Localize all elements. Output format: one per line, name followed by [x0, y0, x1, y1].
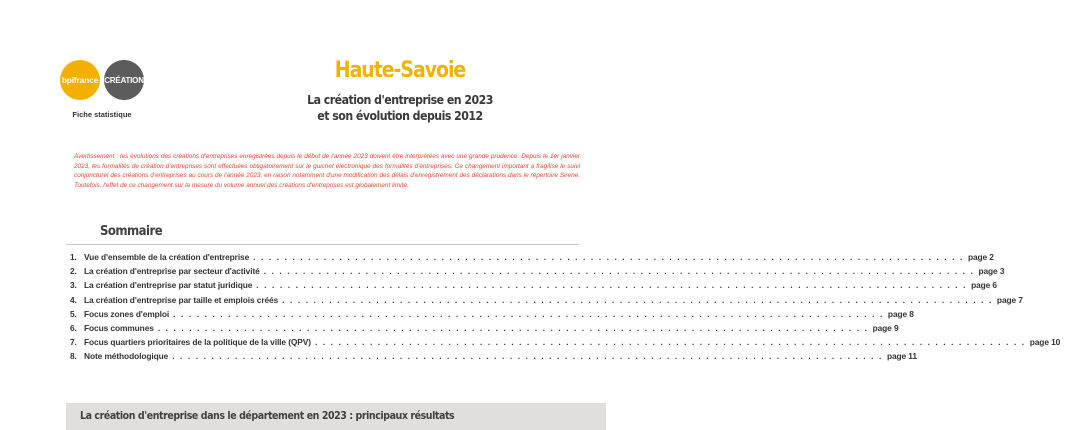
toc-item-label: La création d'entreprise par statut juridique — [84, 280, 253, 291]
toc-item-number: 6. — [70, 322, 77, 333]
toc-item-page: page 7 — [996, 294, 1023, 305]
toc-item[interactable] — [70, 335, 1061, 349]
toc-item[interactable] — [70, 321, 899, 335]
toc-item[interactable] — [70, 264, 1005, 278]
toc-item-page: page 11 — [886, 351, 917, 362]
toc-item-number: 4. — [70, 294, 77, 305]
page-title: Haute-Savoie — [334, 58, 466, 83]
toc-item[interactable] — [70, 250, 994, 264]
toc-item-page: page 2 — [967, 252, 994, 262]
toc-item-label: Note méthodologique — [84, 351, 169, 362]
toc-item-number: 3. — [70, 280, 77, 291]
toc-item[interactable] — [70, 307, 914, 321]
toc-leader-dots: . . . . . . . . . . . . . . . . . . . . . . . . . . . . . . . . . . . . . . . . . . . . . . . . . . . . . . . . . . . . . . . . . . . . . . . . . . . . . . . . . . . . . . . . . . . — [172, 351, 883, 362]
toc-item[interactable] — [70, 349, 917, 363]
toc-leader-dots: . . . . . . . . . . . . . . . . . . . . . . . . . . . . . . . . . . . . . . . . . . . . . . . . . . . . . . . . . . . . . . . . . . . . . . . . . . . . . . . . . . . . . . . . . . . — [282, 294, 993, 305]
creation-logo — [104, 60, 144, 100]
toc-item-page: page 10 — [1029, 337, 1061, 348]
toc-leader-dots: . . . . . . . . . . . . . . . . . . . . . . . . . . . . . . . . . . . . . . . . . . . . . . . . . . . . . . . . . . . . . . . . . . . . . . . . . . . . . . . . . . . . . . . . . . . — [157, 322, 869, 333]
toc-item-page: page 3 — [978, 266, 1005, 277]
toc-item-page: page 6 — [971, 280, 997, 291]
toc-item-label: Focus communes — [84, 322, 154, 333]
toc-item-label: Vue d'ensemble de la création d'entreprise — [84, 252, 250, 262]
table-of-contents — [70, 250, 1061, 364]
section-banner-title: La création d'entreprise dans le département en 2023 : principaux résultats — [80, 409, 455, 422]
fiche-label: Fiche statistique — [72, 110, 132, 119]
toc-item-page: page 9 — [872, 322, 899, 333]
toc-item-label: La création d'entreprise par taille et emplois créés — [84, 294, 279, 305]
bpifrance-logo-text: bpifrance — [61, 75, 99, 85]
toc-leader-dots: . . . . . . . . . . . . . . . . . . . . . . . . . . . . . . . . . . . . . . . . . . . . . . . . . . . . . . . . . . . . . . . . . . . . . . . . . . . . . . . . . . . . . . . . . . . — [314, 337, 1026, 348]
toc-leader-dots: . . . . . . . . . . . . . . . . . . . . . . . . . . . . . . . . . . . . . . . . . . . . . . . . . . . . . . . . . . . . . . . . . . . . . . . . . . . . . . . . . . . . . . . . . . . — [253, 252, 964, 262]
toc-item-number: 7. — [70, 337, 77, 348]
toc-item-number: 1. — [70, 252, 77, 262]
toc-item-label: La création d'entreprise par secteur d'activité — [84, 266, 260, 277]
toc-heading: Sommaire — [100, 224, 163, 239]
toc-item-number: 5. — [70, 308, 77, 319]
toc-item-label: Focus zones d'emploi — [84, 308, 170, 319]
bpifrance-logo — [60, 60, 100, 100]
section-banner — [66, 403, 606, 430]
toc-divider — [66, 244, 579, 245]
creation-logo-text: CRÉATION — [104, 75, 144, 85]
warning-notice: Avertissement : les évolutions des créations d'entreprises enregistrées depuis le début de l'année 2023 doivent être interprétées avec une grande prudence. Depuis le 1er janvier 2023, les formalités de création d'entreprises sont effectuées obligatoirement sur le guichet électronique des formalités d'entreprises. Ce changement important a fragilisé le suivi conjoncturel des créations d'entreprises au cours de l'année 2023, en raison notamment d'une modification des délais d'enregistrement des déclarations dans le répertoire Sirene. Toutefois, l'effet de ce changement sur la mesure du volume annuel des créations d'entreprises est globalement limité. — [74, 153, 580, 189]
logos — [60, 60, 160, 104]
toc-item-number: 2. — [70, 266, 77, 277]
toc-item[interactable] — [70, 293, 1023, 307]
toc-item[interactable] — [70, 278, 997, 292]
page-subtitle — [255, 92, 545, 124]
toc-leader-dots: . . . . . . . . . . . . . . . . . . . . . . . . . . . . . . . . . . . . . . . . . . . . . . . . . . . . . . . . . . . . . . . . . . . . . . . . . . . . . . . . . . . . . . . . . . . — [256, 280, 968, 291]
toc-item-number: 8. — [70, 351, 77, 362]
toc-item-page: page 8 — [887, 308, 914, 319]
subtitle-line-2: et son évolution depuis 2012 — [317, 108, 483, 123]
toc-leader-dots: . . . . . . . . . . . . . . . . . . . . . . . . . . . . . . . . . . . . . . . . . . . . . . . . . . . . . . . . . . . . . . . . . . . . . . . . . . . . . . . . . . . . . . . . . . . — [263, 266, 975, 277]
toc-item-label: Focus quartiers prioritaires de la politique de la ville (QPV) — [84, 337, 311, 348]
toc-leader-dots: . . . . . . . . . . . . . . . . . . . . . . . . . . . . . . . . . . . . . . . . . . . . . . . . . . . . . . . . . . . . . . . . . . . . . . . . . . . . . . . . . . . . . . . . . . . — [173, 308, 884, 319]
subtitle-line-1: La création d'entreprise en 2023 — [307, 92, 493, 107]
